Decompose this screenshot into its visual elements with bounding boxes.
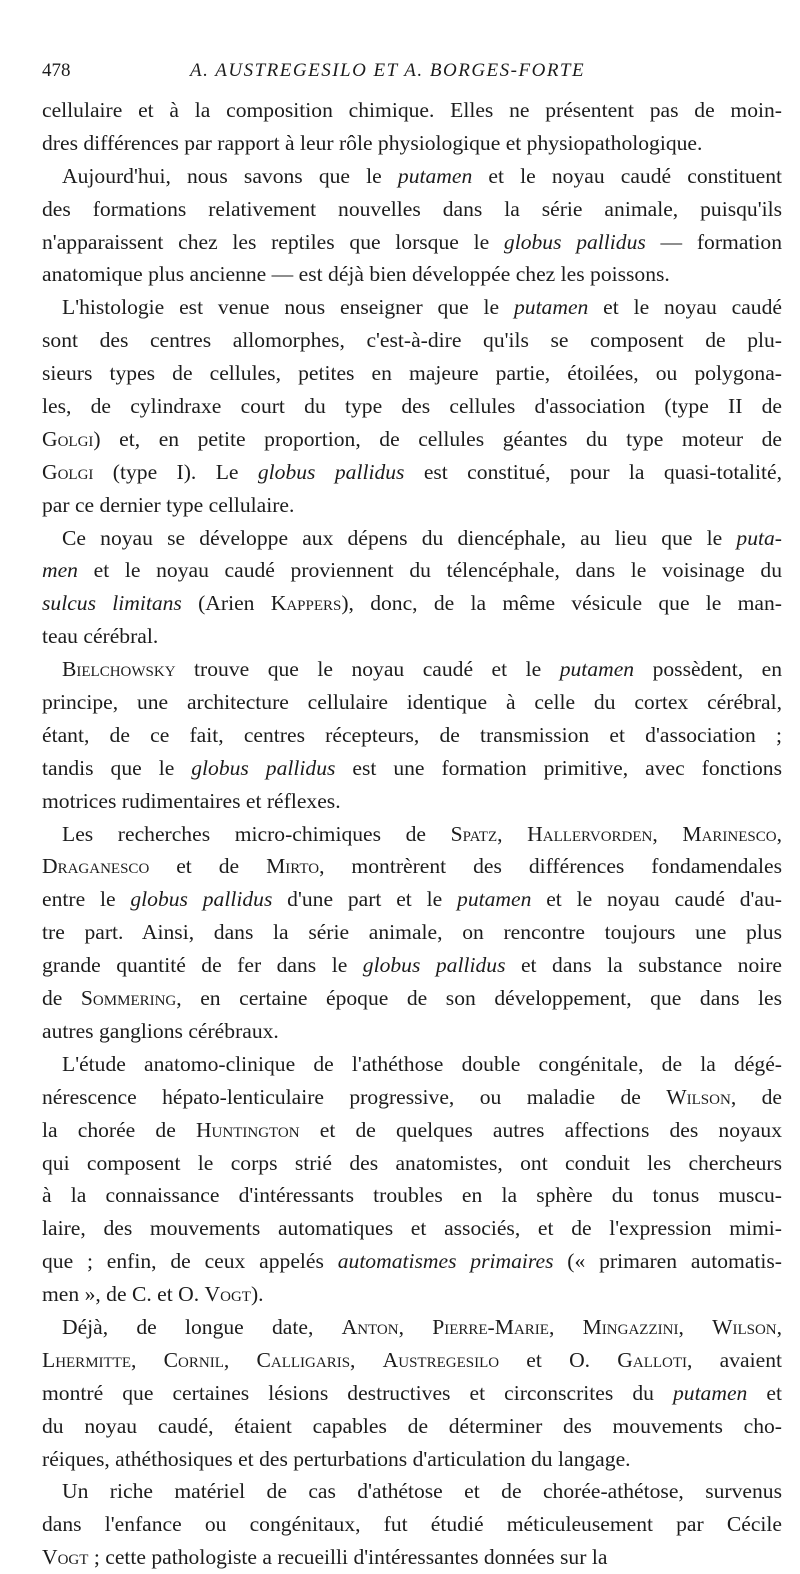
author-name: Spatz	[450, 821, 498, 846]
text-line	[42, 94, 782, 127]
italic-term: men	[42, 558, 78, 583]
text-run: men », de C. et O.	[42, 1282, 205, 1307]
text-run: (type I). Le	[93, 459, 258, 484]
text-run: et de quelques autres affections des noyaux	[299, 1117, 782, 1142]
author-name: Sommering	[80, 986, 177, 1011]
paragraph	[42, 818, 782, 1048]
text-line	[42, 127, 782, 160]
text-line	[42, 1278, 782, 1311]
text-line	[42, 1147, 782, 1180]
text-line	[42, 1508, 782, 1541]
italic-term: putamen	[457, 887, 532, 912]
text-run: Aujourd'hui, nous savons que le	[62, 163, 398, 188]
text-line	[42, 1245, 782, 1278]
text-line	[42, 1344, 782, 1377]
text-run: ,	[548, 1314, 583, 1339]
text-run: possèdent, en	[634, 657, 782, 682]
text-line	[42, 522, 782, 555]
italic-term: puta-	[736, 525, 782, 550]
text-run: , en certaine époque de son développement, que dans les	[176, 986, 783, 1011]
text-line	[42, 423, 782, 456]
italic-term: putamen	[513, 295, 589, 320]
text-run: ,	[652, 821, 683, 846]
text-run: Déjà, de longue date,	[62, 1314, 342, 1339]
text-line	[42, 554, 782, 587]
text-run: teau cérébral.	[42, 624, 159, 649]
text-run: ,	[776, 1314, 783, 1339]
text-run: trouve que le noyau caudé et le	[175, 657, 560, 682]
italic-term: globus pallidus	[257, 459, 405, 484]
text-run: autres ganglions cérébraux.	[42, 1018, 279, 1043]
text-run: et le noyau caudé proviennent du télencéphale, dans le voisinage du	[77, 558, 782, 583]
italic-term: globus pallidus	[362, 953, 506, 978]
text-line	[42, 291, 782, 324]
author-name: Marinesco	[682, 821, 777, 846]
italic-term: globus pallidus	[130, 887, 273, 912]
text-line	[42, 324, 782, 357]
text-run: (« primaren automatis-	[553, 1249, 782, 1274]
text-line	[42, 587, 782, 620]
text-line	[42, 818, 782, 851]
text-line	[42, 620, 782, 653]
text-run: sont des centres allomorphes, c'est-à-dire qu'ils se composent de plu-	[42, 328, 782, 353]
text-line	[42, 1179, 782, 1212]
paragraph	[42, 1475, 782, 1574]
author-name: Anton	[341, 1314, 399, 1339]
text-run: Un riche matériel de cas d'athétose et de chorée-athétose, survenus	[62, 1479, 782, 1504]
text-run: que ; enfin, de ceux appelés	[42, 1249, 338, 1274]
text-run: tandis que le	[42, 755, 192, 780]
author-name: Pierre-Marie	[432, 1314, 549, 1339]
text-run: anatomique plus ancienne — est déjà bien développée chez les poissons.	[42, 262, 670, 287]
text-run: , montrèrent des différences fondamendales	[319, 854, 782, 879]
author-name: Bielchowsky	[62, 657, 176, 682]
text-line	[42, 883, 782, 916]
text-run: à la connaissance d'intéressants troubles en la sphère du tonus muscu-	[42, 1183, 782, 1208]
text-run: ,	[678, 1314, 713, 1339]
paragraph	[42, 291, 782, 521]
text-line	[42, 456, 782, 489]
author-name: Golgi	[42, 459, 94, 484]
italic-term: putamen	[672, 1380, 748, 1405]
text-line	[42, 949, 782, 982]
text-run: des formations relativement nouvelles dans la série animale, puisqu'ils	[42, 196, 782, 221]
text-run: Ce noyau se développe aux dépens du diencéphale, au lieu que le	[62, 525, 737, 550]
text-run: tre part. Ainsi, dans la série animale, on rencontre toujours une plus	[42, 920, 782, 945]
italic-term: sulcus limitans	[42, 591, 182, 616]
text-line	[42, 1410, 782, 1443]
text-run: dans l'enfance ou congénitaux, fut étudié méticuleusement par Cécile	[42, 1512, 782, 1537]
author-name: Golgi	[42, 426, 94, 451]
text-run: qui composent le corps strié des anatomistes, ont conduit les chercheurs	[42, 1150, 782, 1175]
text-line	[42, 226, 782, 259]
page-header	[42, 60, 782, 86]
text-run: ,	[398, 1314, 433, 1339]
italic-term: putamen	[559, 657, 635, 682]
author-name: Cornil	[163, 1347, 224, 1372]
paragraph	[42, 653, 782, 817]
text-run: et	[747, 1380, 782, 1405]
text-run: et le noyau caudé	[588, 295, 782, 320]
text-run: et O.	[499, 1347, 618, 1372]
author-name: Wilson	[712, 1314, 777, 1339]
text-line	[42, 982, 782, 1015]
author-name: Galloti	[617, 1347, 688, 1372]
text-run: la chorée de	[42, 1117, 196, 1142]
text-line	[42, 1081, 782, 1114]
author-name: Draganesco	[42, 854, 150, 879]
text-run: du noyau caudé, étaient capables de déterminer des mouvements cho-	[42, 1413, 782, 1438]
text-run: est une formation primitive, avec fonctions	[335, 755, 783, 780]
paragraph	[42, 522, 782, 654]
text-run: étant, de ce fait, centres récepteurs, de transmission et d'association ;	[42, 722, 782, 747]
text-run: sieurs types de cellules, petites en majeure partie, étoilées, ou polygona-	[42, 361, 782, 386]
text-run: principe, une architecture cellulaire identique à celle du cortex cérébral,	[42, 690, 782, 715]
text-run: ,	[497, 821, 528, 846]
running-title: A. AUSTREGESILO ET A. BORGES-FORTE	[190, 60, 586, 81]
italic-term: automatismes primaires	[337, 1249, 554, 1274]
text-run: réiques, athéthosiques et des perturbations d'articulation du langage.	[42, 1446, 631, 1471]
text-run: par ce dernier type cellulaire.	[42, 492, 295, 517]
text-line	[42, 752, 782, 785]
text-run: ) et, en petite proportion, de cellules géantes du type moteur de	[93, 426, 782, 451]
text-line	[42, 258, 782, 291]
text-run: d'une part et le	[272, 887, 458, 912]
paragraph	[42, 1048, 782, 1311]
text-line	[42, 686, 782, 719]
author-name: Austregesilo	[382, 1347, 500, 1372]
author-name: Mirto	[266, 854, 320, 879]
author-name: Mingazzini	[582, 1314, 679, 1339]
text-run: ,	[223, 1347, 257, 1372]
paragraph	[42, 1311, 782, 1475]
paragraph	[42, 94, 782, 160]
author-name: Hallervorden	[527, 821, 653, 846]
text-run: montré que certaines lésions destructives et circonscrites du	[42, 1380, 673, 1405]
text-line	[42, 1048, 782, 1081]
text-run: est constitué, pour la quasi-totalité,	[404, 459, 782, 484]
text-run: L'histologie est venue nous enseigner que le	[62, 295, 514, 320]
text-run: motrices rudimentaires et réflexes.	[42, 788, 341, 813]
text-line	[42, 719, 782, 752]
text-run: , de	[730, 1084, 782, 1109]
text-line	[42, 193, 782, 226]
text-line	[42, 1015, 782, 1048]
text-run: et de	[149, 854, 267, 879]
text-line	[42, 916, 782, 949]
text-run: — formation	[645, 229, 783, 254]
text-run: , avaient	[687, 1347, 782, 1372]
text-run: et le noyau caudé d'au-	[531, 887, 782, 912]
text-run: entre le	[42, 887, 131, 912]
text-run: cellulaire et à la composition chimique. Elles ne présentent pas de moin-	[42, 98, 782, 122]
text-run: et le noyau caudé constituent	[472, 163, 782, 188]
text-run: Les recherches micro-chimiques de	[62, 821, 451, 846]
text-run: L'étude anatomo-clinique de l'athéthose double congénitale, de la dégé-	[62, 1051, 782, 1076]
text-run: nérescence hépato-lenticulaire progressive, ou maladie de	[42, 1084, 667, 1109]
text-run: les, de cylindraxe court du type des cellules d'association (type II de	[42, 394, 782, 419]
text-run: ), donc, de la même vésicule que le man-	[341, 591, 783, 616]
text-line	[42, 357, 782, 390]
text-line	[42, 1212, 782, 1245]
text-run: (Arien	[181, 591, 271, 616]
text-line	[42, 489, 782, 522]
italic-term: globus pallidus	[503, 229, 646, 254]
text-run: de	[42, 986, 81, 1011]
text-run: n'apparaissent chez les reptiles que lorsque le	[42, 229, 504, 254]
text-line	[42, 1443, 782, 1476]
text-run: dres différences par rapport à leur rôle physiologique et physiopathologique.	[42, 130, 703, 155]
text-line	[42, 785, 782, 818]
paragraph	[42, 160, 782, 292]
author-name: Huntington	[195, 1117, 300, 1142]
text-run: ,	[776, 821, 782, 846]
text-line	[42, 1311, 782, 1344]
author-name: Calligaris	[256, 1347, 351, 1372]
author-name: Vogt	[42, 1545, 89, 1570]
text-run: ,	[131, 1347, 164, 1372]
author-name: Lhermitte	[42, 1347, 132, 1372]
author-name: Vogt	[204, 1282, 251, 1307]
text-run: et dans la substance noire	[505, 953, 783, 978]
text-run: ,	[350, 1347, 383, 1372]
text-line	[42, 1541, 782, 1574]
text-line	[42, 1377, 782, 1410]
author-name: Kappers	[270, 591, 342, 616]
body-text	[42, 94, 782, 1574]
page-number: 478	[42, 60, 71, 81]
text-run: ; cette pathologiste a recueilli d'intéressantes données sur la	[88, 1545, 608, 1570]
text-line	[42, 653, 782, 686]
italic-term: putamen	[397, 163, 473, 188]
italic-term: globus pallidus	[191, 755, 336, 780]
text-run: ).	[250, 1282, 264, 1307]
text-line	[42, 850, 782, 883]
text-line	[42, 1475, 782, 1508]
text-line	[42, 1114, 782, 1147]
text-run: grande quantité de fer dans le	[42, 953, 363, 978]
author-name: Wilson	[666, 1084, 731, 1109]
text-line	[42, 160, 782, 193]
text-run: laire, des mouvements automatiques et associés, et de l'expression mimi-	[42, 1216, 782, 1241]
text-line	[42, 390, 782, 423]
